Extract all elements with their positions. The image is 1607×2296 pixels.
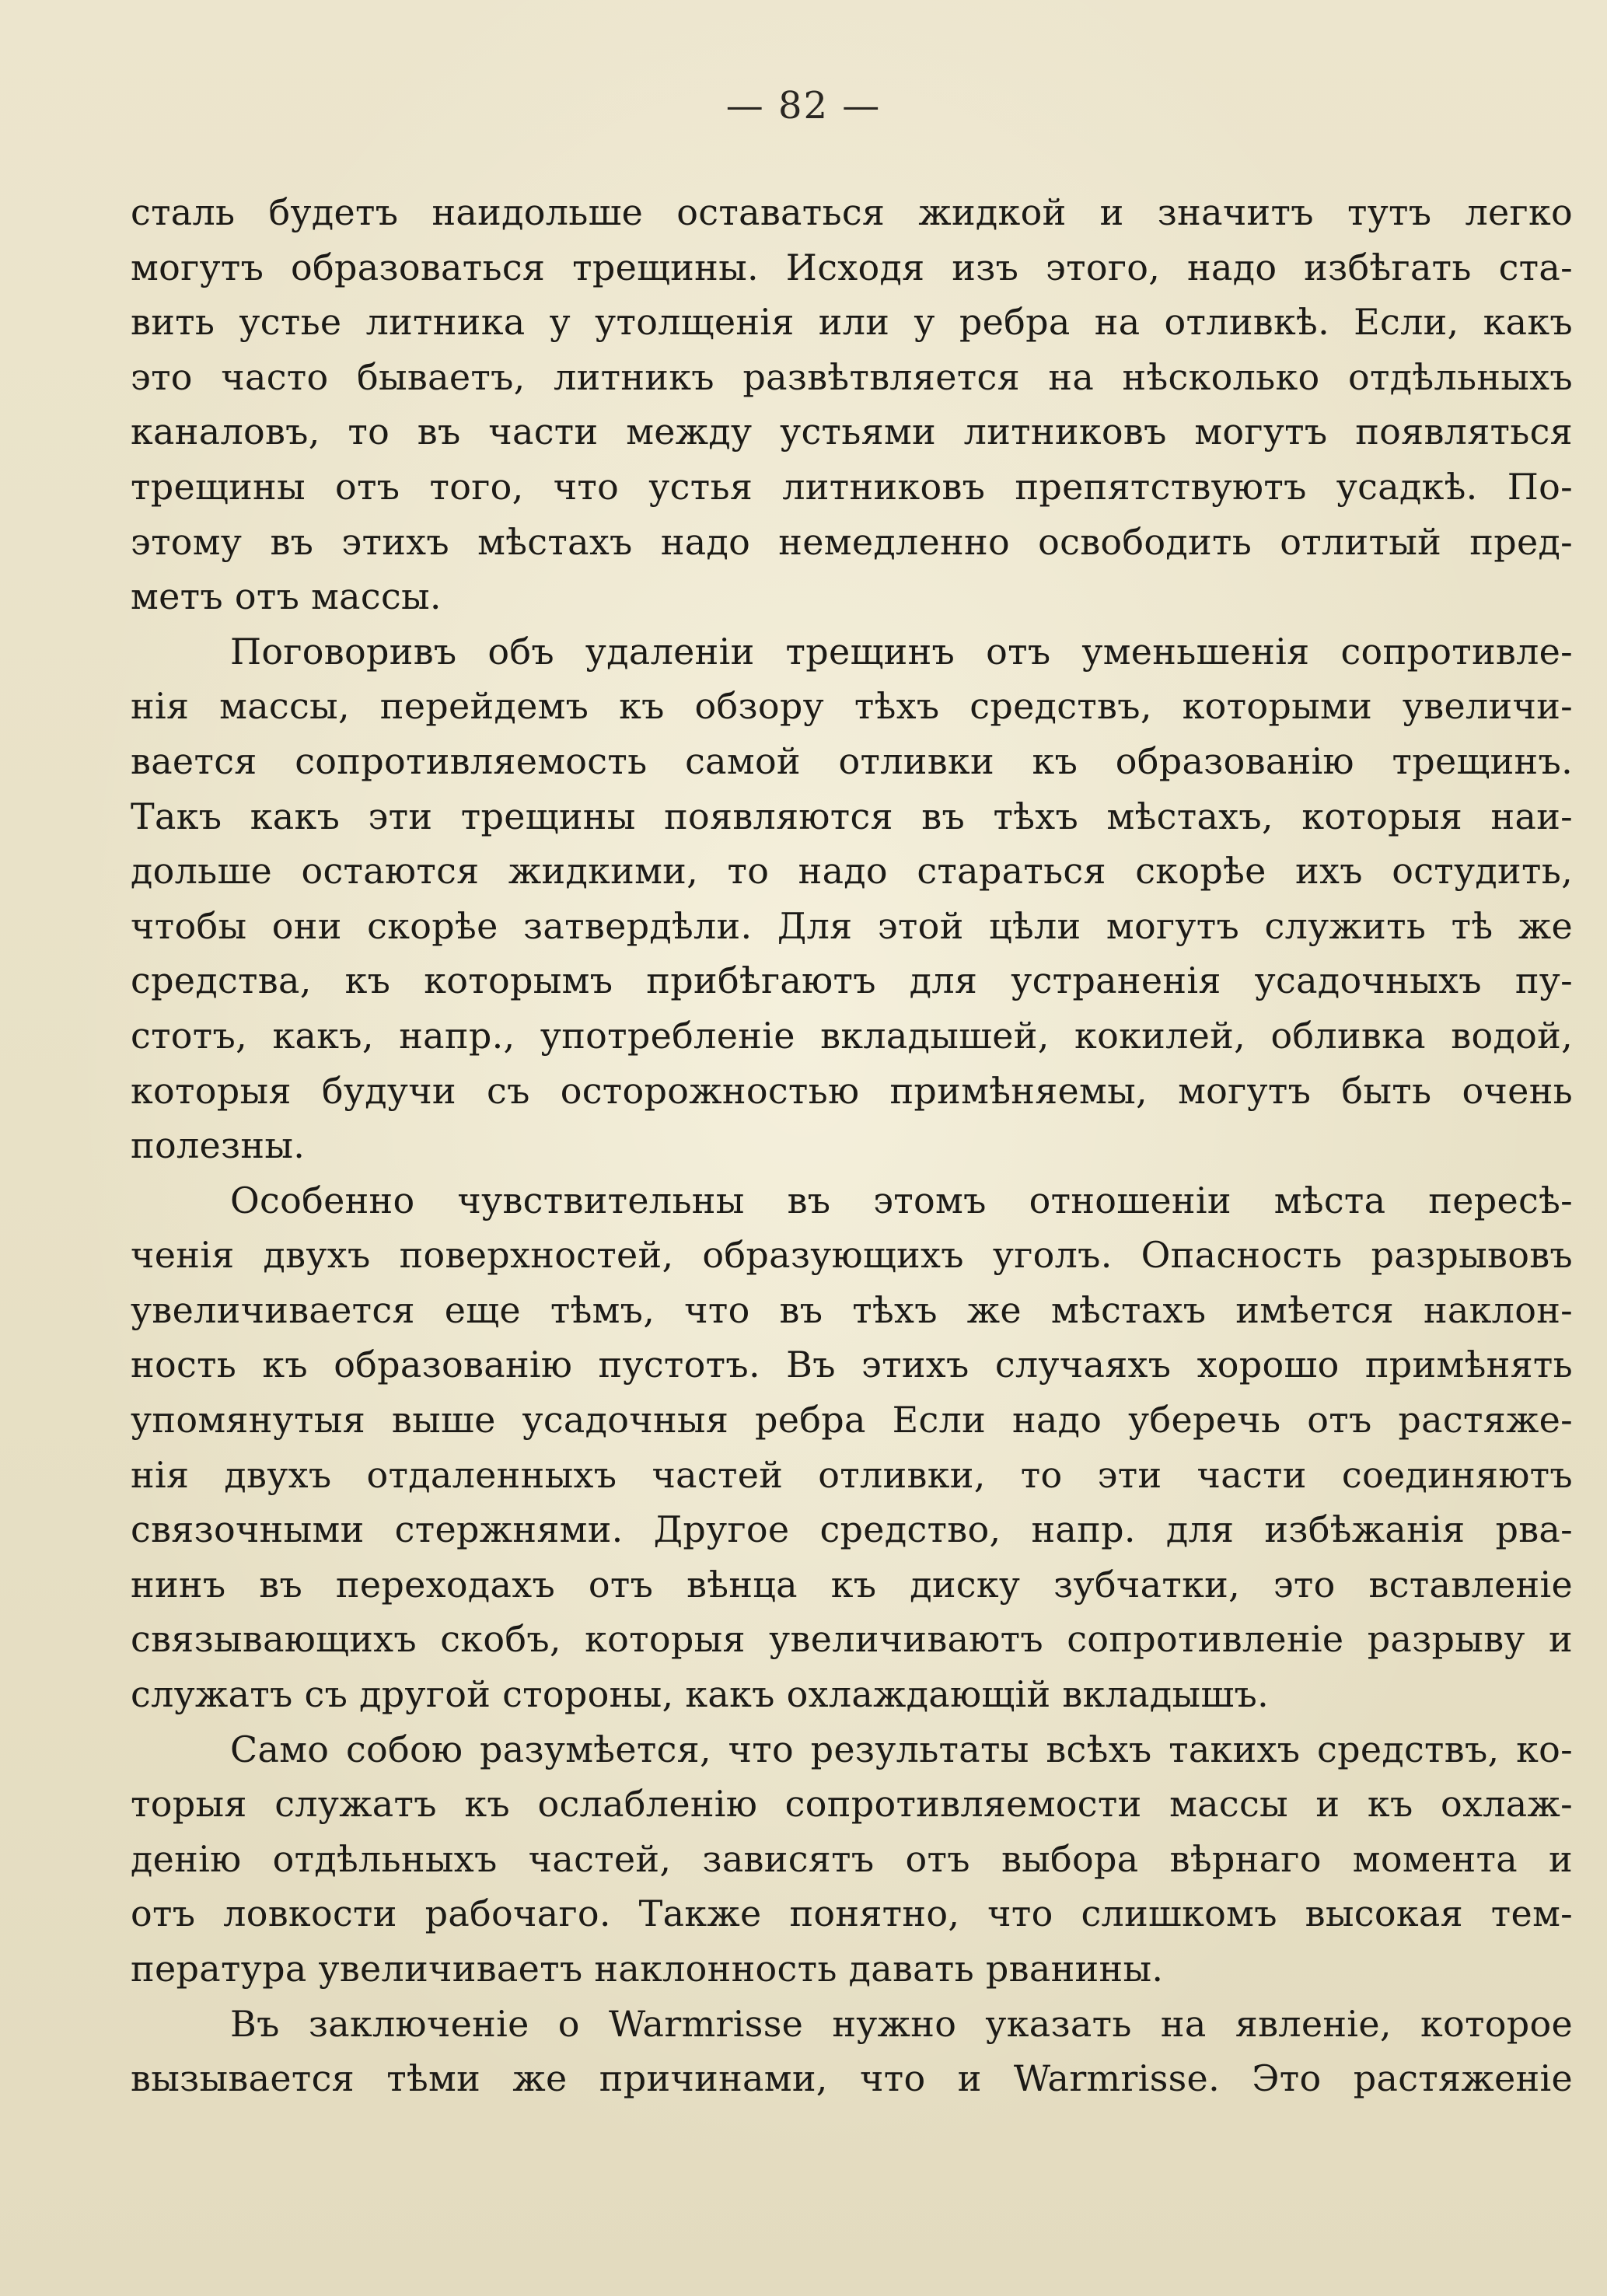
text-line: стотъ, какъ, напр., употребленіе вкладышей, кокилей, обливка водой, <box>131 1014 1573 1057</box>
text-line: Особенно чувствительны въ этомъ отношеніи мѣста пересѣ- <box>230 1179 1573 1221</box>
text-line: торыя служатъ къ ослабленію сопротивляемости массы и къ охлаж- <box>131 1783 1573 1826</box>
text-line: Поговоривъ объ удаленіи трещинъ отъ уменьшенія сопротивле- <box>230 630 1573 673</box>
text-line: могутъ образоваться трещины. Исходя изъ этого, надо избѣгать ста- <box>131 246 1573 288</box>
text-line: ченія двухъ поверхностей, образующихъ уголъ. Опасность разрывовъ <box>131 1234 1573 1277</box>
text-line: упомянутыя выше усадочныя ребра Если надо уберечь отъ растяже- <box>131 1399 1573 1442</box>
text-line: вызывается тѣми же причинами, что и Warmrisse. Это растяженіе <box>131 2057 1573 2100</box>
text-line: нинъ въ переходахъ отъ вѣнца къ диску зубчатки, это вставленіе <box>131 1563 1573 1606</box>
text-line: Такъ какъ эти трещины появляются въ тѣхъ мѣстахъ, которыя наи- <box>131 795 1573 837</box>
text-line: которыя будучи съ осторожностью примѣняемы, могутъ быть очень <box>131 1069 1573 1112</box>
page-number: — 82 — <box>725 84 882 128</box>
text-line: дольше остаются жидкими, то надо стараться скорѣе ихъ остудить, <box>131 850 1573 893</box>
text-line: трещины отъ того, что устья литниковъ препятствуютъ усадкѣ. По- <box>131 465 1573 508</box>
text-line: нія массы, перейдемъ къ обзору тѣхъ средствъ, которыми увеличи- <box>131 685 1573 728</box>
text-line: пература увеличиваетъ наклонность давать рванины. <box>131 1948 1164 1990</box>
text-line: этому въ этихъ мѣстахъ надо немедленно освободить отлитый пред- <box>131 520 1573 563</box>
text-line: Въ заключеніе о Warmrisse нужно указать на явленіе, которое <box>230 2002 1573 2045</box>
text-line: денію отдѣльныхъ частей, зависятъ отъ выбора вѣрнаго момента и <box>131 1837 1573 1880</box>
text-line: вается сопротивляемость самой отливки къ образованію трещинъ. <box>131 739 1573 782</box>
text-line: каналовъ, то въ части между устьями литниковъ могутъ появляться <box>131 411 1573 453</box>
text-line: Само собою разумѣется, что результаты всѣхъ такихъ средствъ, ко- <box>230 1728 1573 1770</box>
text-line: вить устье литника у утолщенія или у ребра на отливкѣ. Если, какъ <box>131 301 1573 344</box>
text-line: средства, къ которымъ прибѣгаютъ для устраненія усадочныхъ пу- <box>131 959 1573 1002</box>
text-line: сталь будетъ наидольше оставаться жидкой и значитъ тутъ легко <box>131 191 1573 233</box>
body-text <box>131 185 1573 2106</box>
text-line: ность къ образованію пустотъ. Въ этихъ случаяхъ хорошо примѣнять <box>131 1344 1573 1386</box>
text-line: метъ отъ массы. <box>131 575 442 618</box>
text-line: связывающихъ скобъ, которыя увеличиваютъ сопротивленіе разрыву и <box>131 1618 1573 1661</box>
text-line: связочными стержнями. Другое средство, напр. для избѣжанія рва- <box>131 1508 1573 1551</box>
text-line: служатъ съ другой стороны, какъ охлаждающій вкладышъ. <box>131 1673 1270 1716</box>
text-line: отъ ловкости рабочаго. Также понятно, что слишкомъ высокая тем- <box>131 1892 1573 1935</box>
text-line: увеличивается еще тѣмъ, что въ тѣхъ же мѣстахъ имѣется наклон- <box>131 1288 1573 1331</box>
text-line: полезны. <box>131 1124 306 1167</box>
text-line: нія двухъ отдаленныхъ частей отливки, то эти части соединяютъ <box>131 1453 1573 1496</box>
text-line: чтобы они скорѣе затвердѣли. Для этой цѣли могутъ служить тѣ же <box>131 904 1573 947</box>
text-line: это часто бываетъ, литникъ развѣтвляется на нѣсколько отдѣльныхъ <box>131 355 1573 398</box>
